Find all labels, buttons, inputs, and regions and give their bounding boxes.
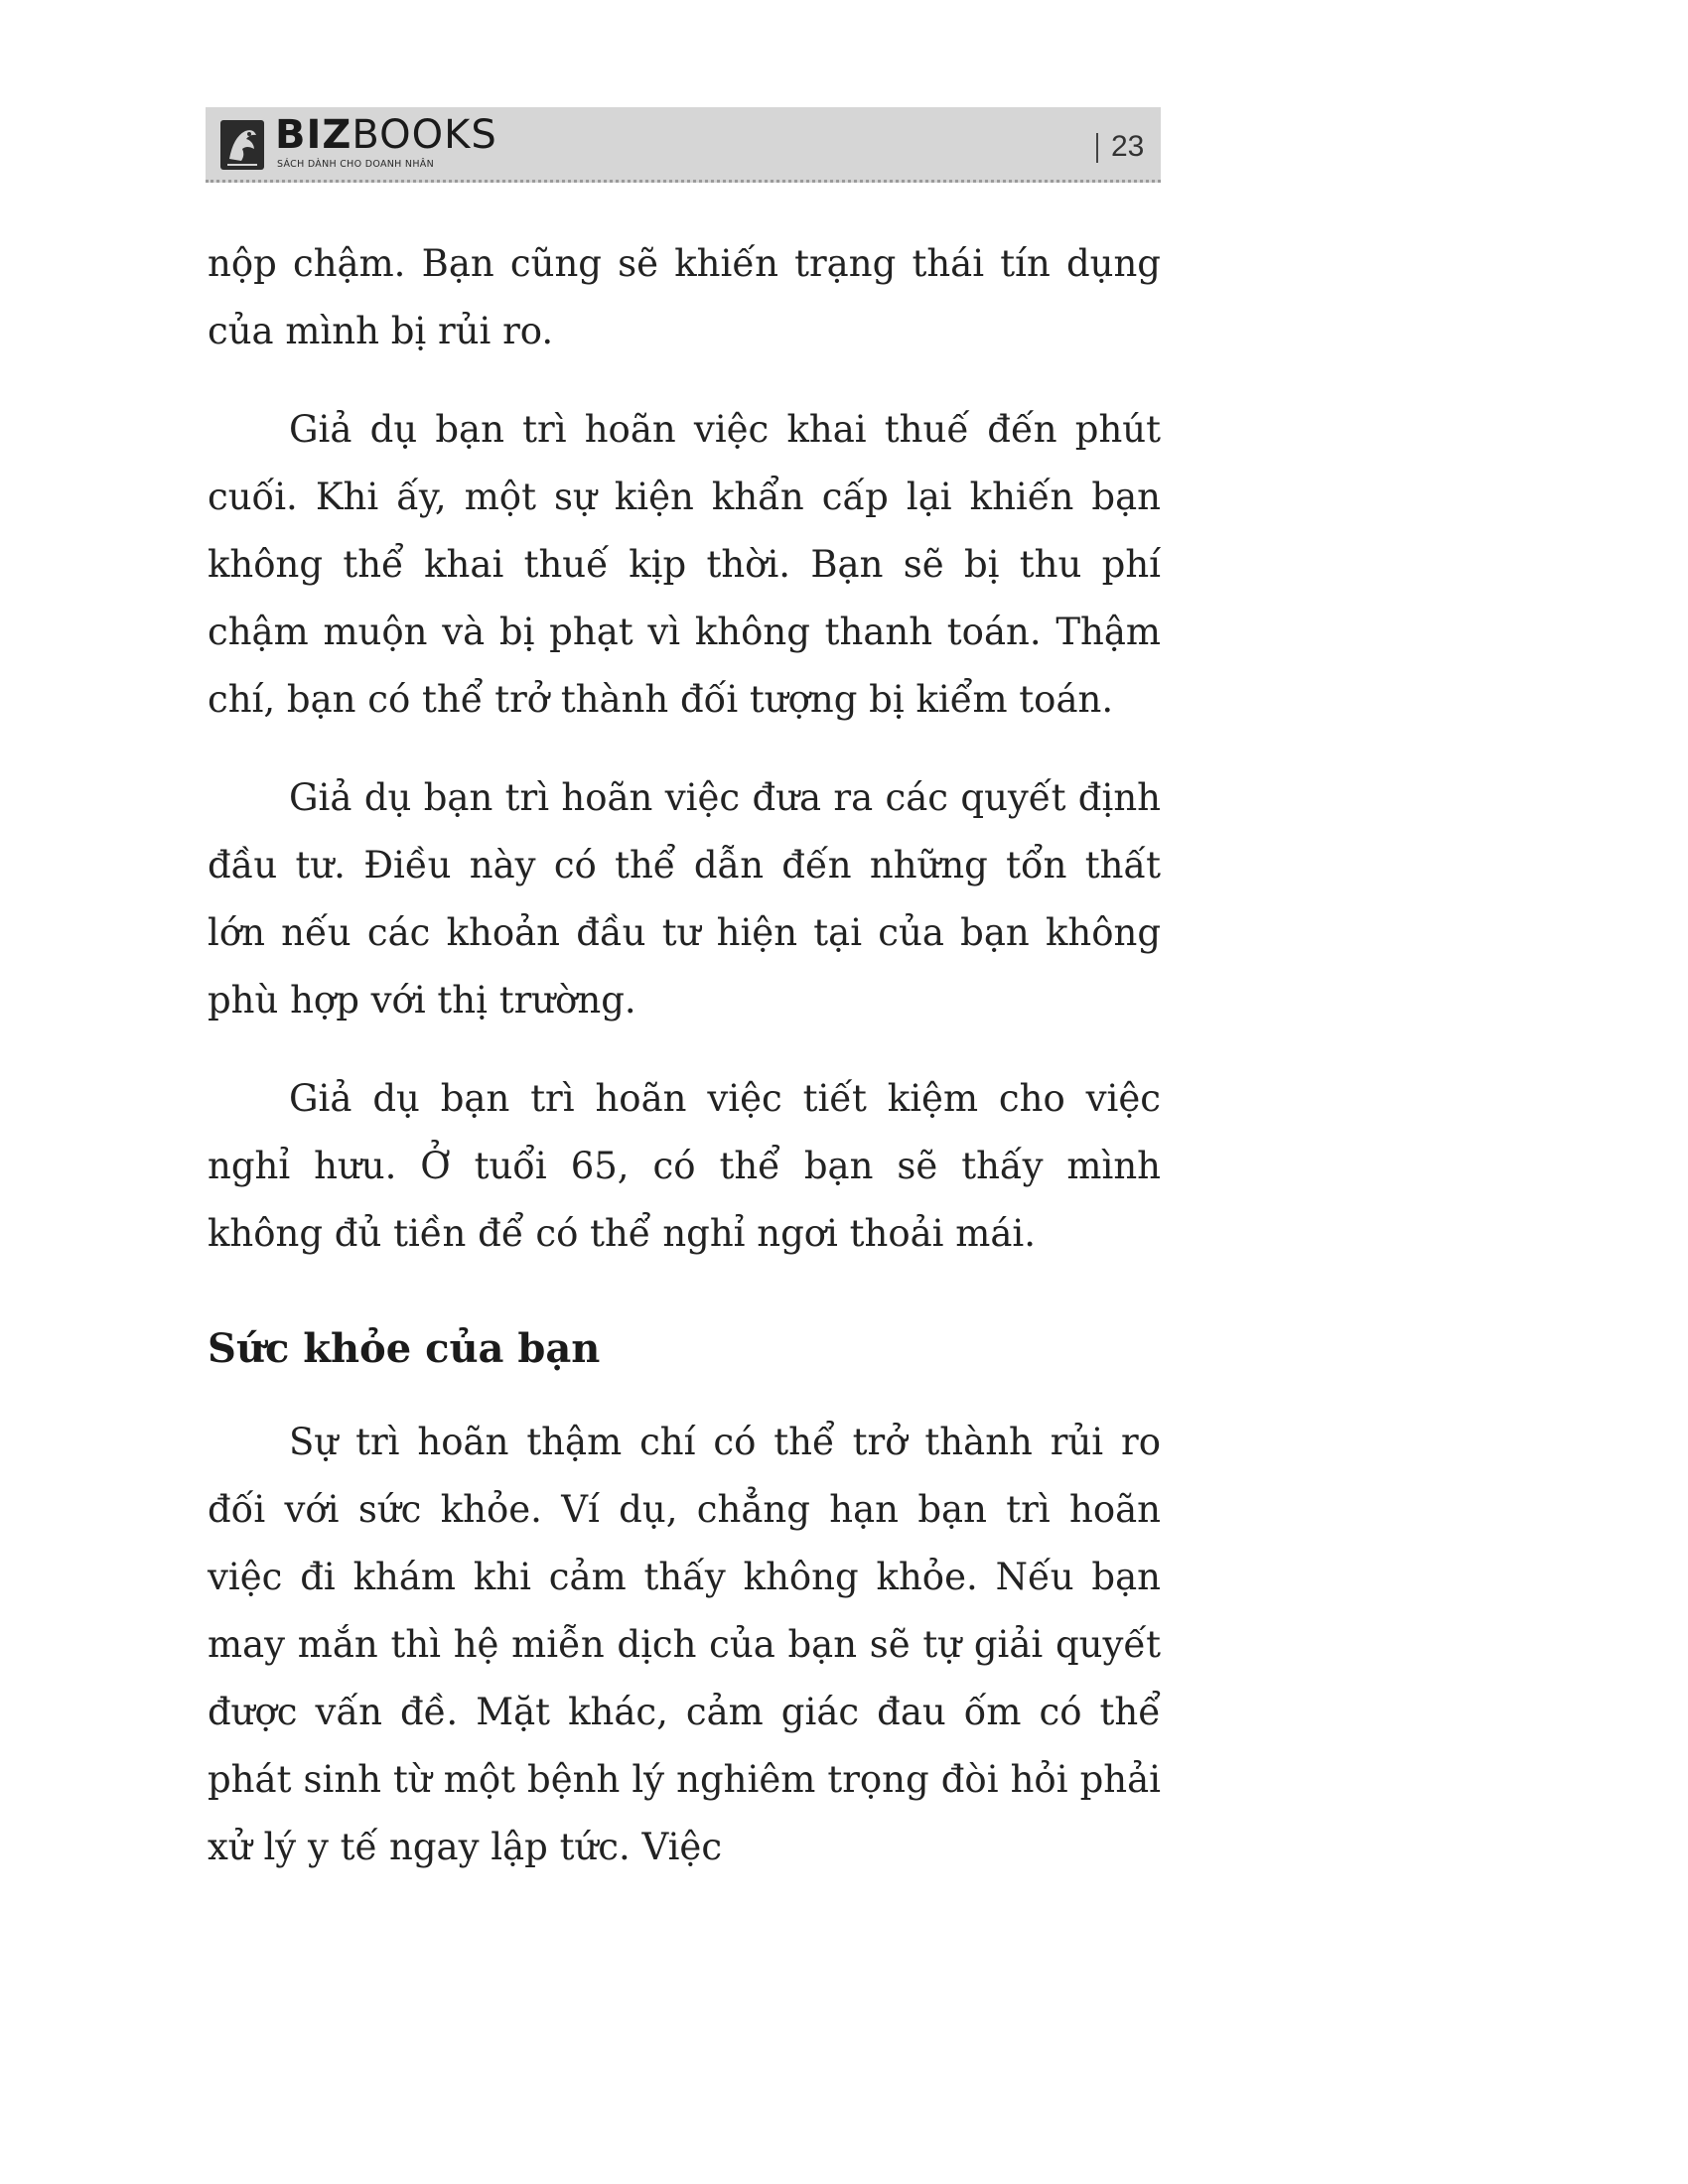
brand-name-strong: BIZ (275, 112, 352, 158)
body-paragraph: Giả dụ bạn trì hoãn việc tiết kiệm cho việc nghỉ hưu. Ở tuổi 65, có thể bạn sẽ thấy mình không đủ tiền để có thể nghỉ ngơi thoải mái. (208, 1077, 1161, 1255)
body-paragraph: nộp chậm. Bạn cũng sẽ khiến trạng thái tín dụng của mình bị rủi ro. (208, 242, 1161, 352)
page-number: 23 (1111, 130, 1145, 163)
running-header (206, 107, 1161, 183)
body-paragraph: Giả dụ bạn trì hoãn việc đưa ra các quyết định đầu tư. Điều này có thể dẫn đến những tổn thất lớn nếu các khoản đầu tư hiện tại của bạn không phù hợp với thị trường. (208, 776, 1161, 1022)
body-paragraph: Giả dụ bạn trì hoãn việc khai thuế đến phút cuối. Khi ấy, một sự kiện khẩn cấp lại khiến bạn không thể khai thuế kịp thời. Bạn sẽ bị thu phí chậm muộn và bị phạt vì không thanh toán. Thậm chí, bạn có thể trở thành đối tượng bị kiểm toán. (208, 408, 1161, 721)
page-number-divider (1096, 133, 1098, 163)
section-heading: Sức khỏe của bạn (208, 1325, 601, 1372)
brand-name (275, 113, 497, 157)
body-paragraph: Sự trì hoãn thậm chí có thể trở thành rủi ro đối với sức khỏe. Ví dụ, chẳng hạn bạn trì hoãn việc đi khám khi cảm thấy không khỏe. Nếu bạn may mắn thì hệ miễn dịch của bạn sẽ tự giải quyết được vấn đề. Mặt khác, cảm giác đau ốm có thể phát sinh từ một bệnh lý nghiêm trọng đòi hỏi phải xử lý y tế ngay lập tức. Việc (208, 1421, 1161, 1868)
bizbooks-logo-icon (219, 119, 265, 171)
brand-name-light: BOOKS (352, 112, 497, 158)
page-body (208, 230, 1161, 1912)
brand-tagline: SÁCH DÀNH CHO DOANH NHÂN (277, 159, 434, 170)
